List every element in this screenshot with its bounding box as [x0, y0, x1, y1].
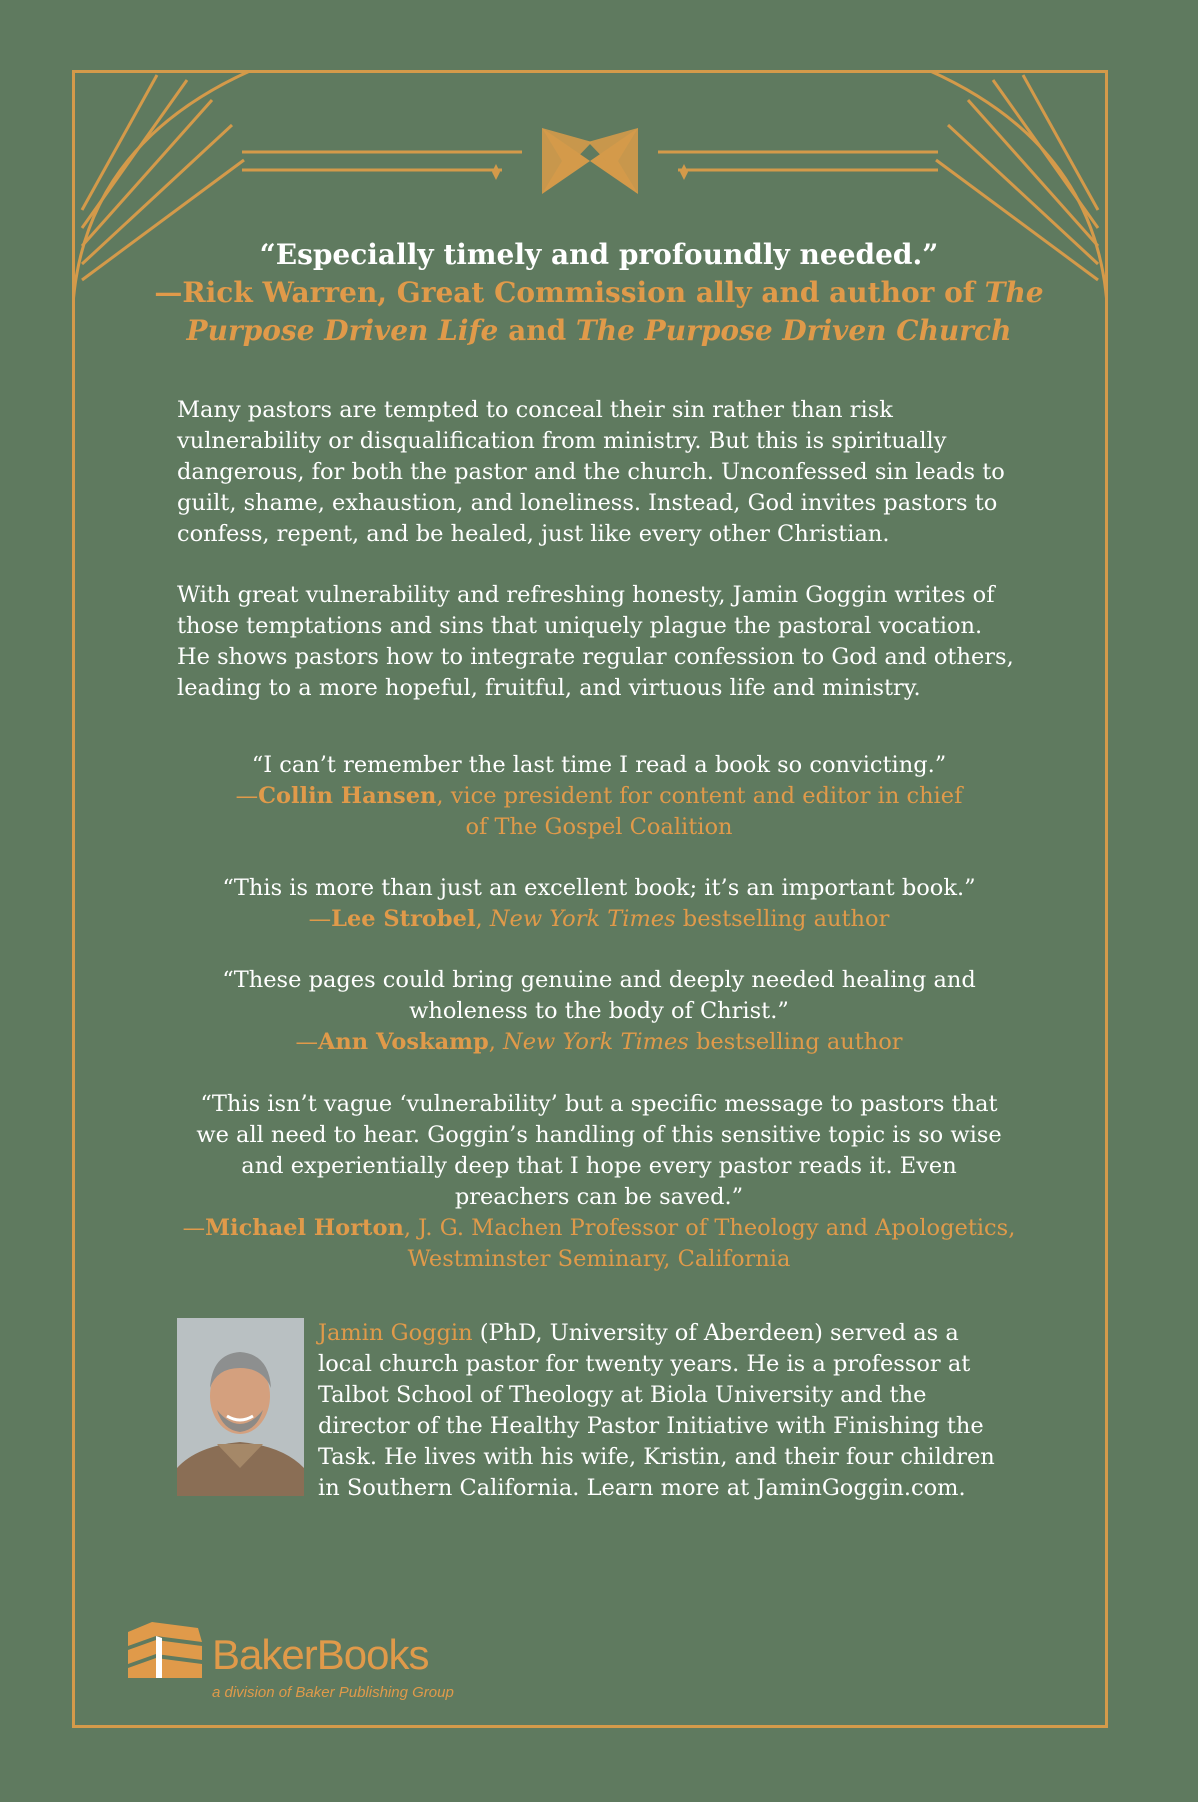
- lead-attribution: [149, 274, 1049, 350]
- lead-attr-mid: and: [498, 314, 576, 347]
- endorsement-attribution: [0, 1213, 1198, 1244]
- publisher-division: a division of Baker Publishing Group: [212, 1684, 454, 1701]
- endorser-title: bestselling author: [675, 906, 890, 932]
- endorsement-ann-voskamp: [0, 965, 1198, 1058]
- newspaper-name: New York Times: [489, 906, 676, 932]
- endorsement-quote-line-4: preachers can be saved.”: [454, 1184, 744, 1210]
- lead-book-1: The Purpose Driven Life: [186, 276, 1044, 347]
- author-name: Jamin Goggin: [318, 1320, 473, 1346]
- endorsement-attribution: [0, 904, 1198, 935]
- endorser-name: Michael Horton: [205, 1215, 404, 1241]
- endorser-title: bestselling author: [688, 1029, 903, 1055]
- separator: ,: [475, 906, 490, 932]
- description-paragraph-2: With great vulnerability and refreshing honesty, Jamin Goggin writes of those temptations and sins that uniquely plague the pastoral vocation. He shows pastors how to integrate regular confession to God and others, leading to a more hopeful, fruitful, and virtuous life and ministry.: [177, 582, 1014, 701]
- endorser-title: , vice president for content and editor in chief: [436, 783, 963, 809]
- lead-book-2: The Purpose Driven Church: [575, 314, 1012, 347]
- endorsement-quote: “I can’t remember the last time I read a book so convicting.”: [251, 752, 947, 778]
- endorsement-attribution: [0, 1027, 1198, 1058]
- newspaper-name: New York Times: [503, 1029, 689, 1055]
- endorsement-attribution: [0, 781, 1198, 812]
- endorsement-quote: “This is more than just an excellent book; it’s an important book.”: [222, 875, 976, 901]
- endorser-title-line-2: of The Gospel Coalition: [465, 814, 733, 840]
- lead-quote-text: “Especially timely and profoundly needed.”: [259, 238, 939, 271]
- endorser-name: Lee Strobel: [331, 906, 476, 932]
- lead-attr-prefix: —Rick Warren, Great Commission ally and author of: [154, 276, 985, 309]
- endorsement-collin-hansen: [0, 750, 1198, 843]
- endorsement-quote-line-1: “This isn’t vague ‘vulnerability’ but a specific message to pastors that: [200, 1091, 998, 1117]
- endorser-title-line-2: Westminster Seminary, California: [407, 1246, 791, 1272]
- author-bio: [318, 1318, 1018, 1504]
- author-bio-text: (PhD, University of Aberdeen) served as a local church pastor for twenty years. He is a professor at Talbot School of Theology at Biola University and the director of the Healthy Pastor Initiative with Finishing the Task. He lives with his wife, Kristin, and their four children in Southern California. Learn more at JaminGoggin.com.: [318, 1320, 995, 1501]
- dash: —: [308, 906, 332, 932]
- publisher-name: BakerBooks: [212, 1631, 429, 1678]
- endorsement-lee-strobel: [0, 873, 1198, 935]
- endorser-title: , J. G. Machen Professor of Theology and Apologetics,: [403, 1215, 1016, 1241]
- dash: —: [235, 783, 259, 809]
- endorsement-quote-line-1: “These pages could bring genuine and deeply needed healing and: [222, 967, 976, 993]
- description-paragraph-1: Many pastors are tempted to conceal their sin rather than risk vulnerability or disqualification from ministry. But this is spiritually dangerous, for both the pastor and the church. Unconfessed sin leads to guilt, shame, exhaustion, and loneliness. Instead, God invites pastors to confess, repent, and be healed, just like every other Christian.: [177, 397, 1005, 547]
- lead-endorsement: [0, 236, 1198, 350]
- endorsement-quote-line-3: and experientially deep that I hope every pastor reads it. Even: [241, 1153, 957, 1179]
- dash: —: [295, 1029, 318, 1055]
- author-portrait-icon: [177, 1318, 304, 1496]
- endorser-name: Ann Voskamp: [317, 1029, 489, 1055]
- endorsement-michael-horton: [0, 1089, 1198, 1275]
- author-photo: [177, 1318, 304, 1496]
- separator: ,: [488, 1029, 504, 1055]
- endorser-name: Collin Hansen: [258, 783, 437, 809]
- dash: —: [182, 1215, 206, 1241]
- endorsement-quote-line-2: wholeness to the body of Christ.”: [409, 998, 789, 1024]
- endorsement-quote-line-2: we all need to hear. Goggin’s handling of this sensitive topic is so wise: [196, 1122, 1002, 1148]
